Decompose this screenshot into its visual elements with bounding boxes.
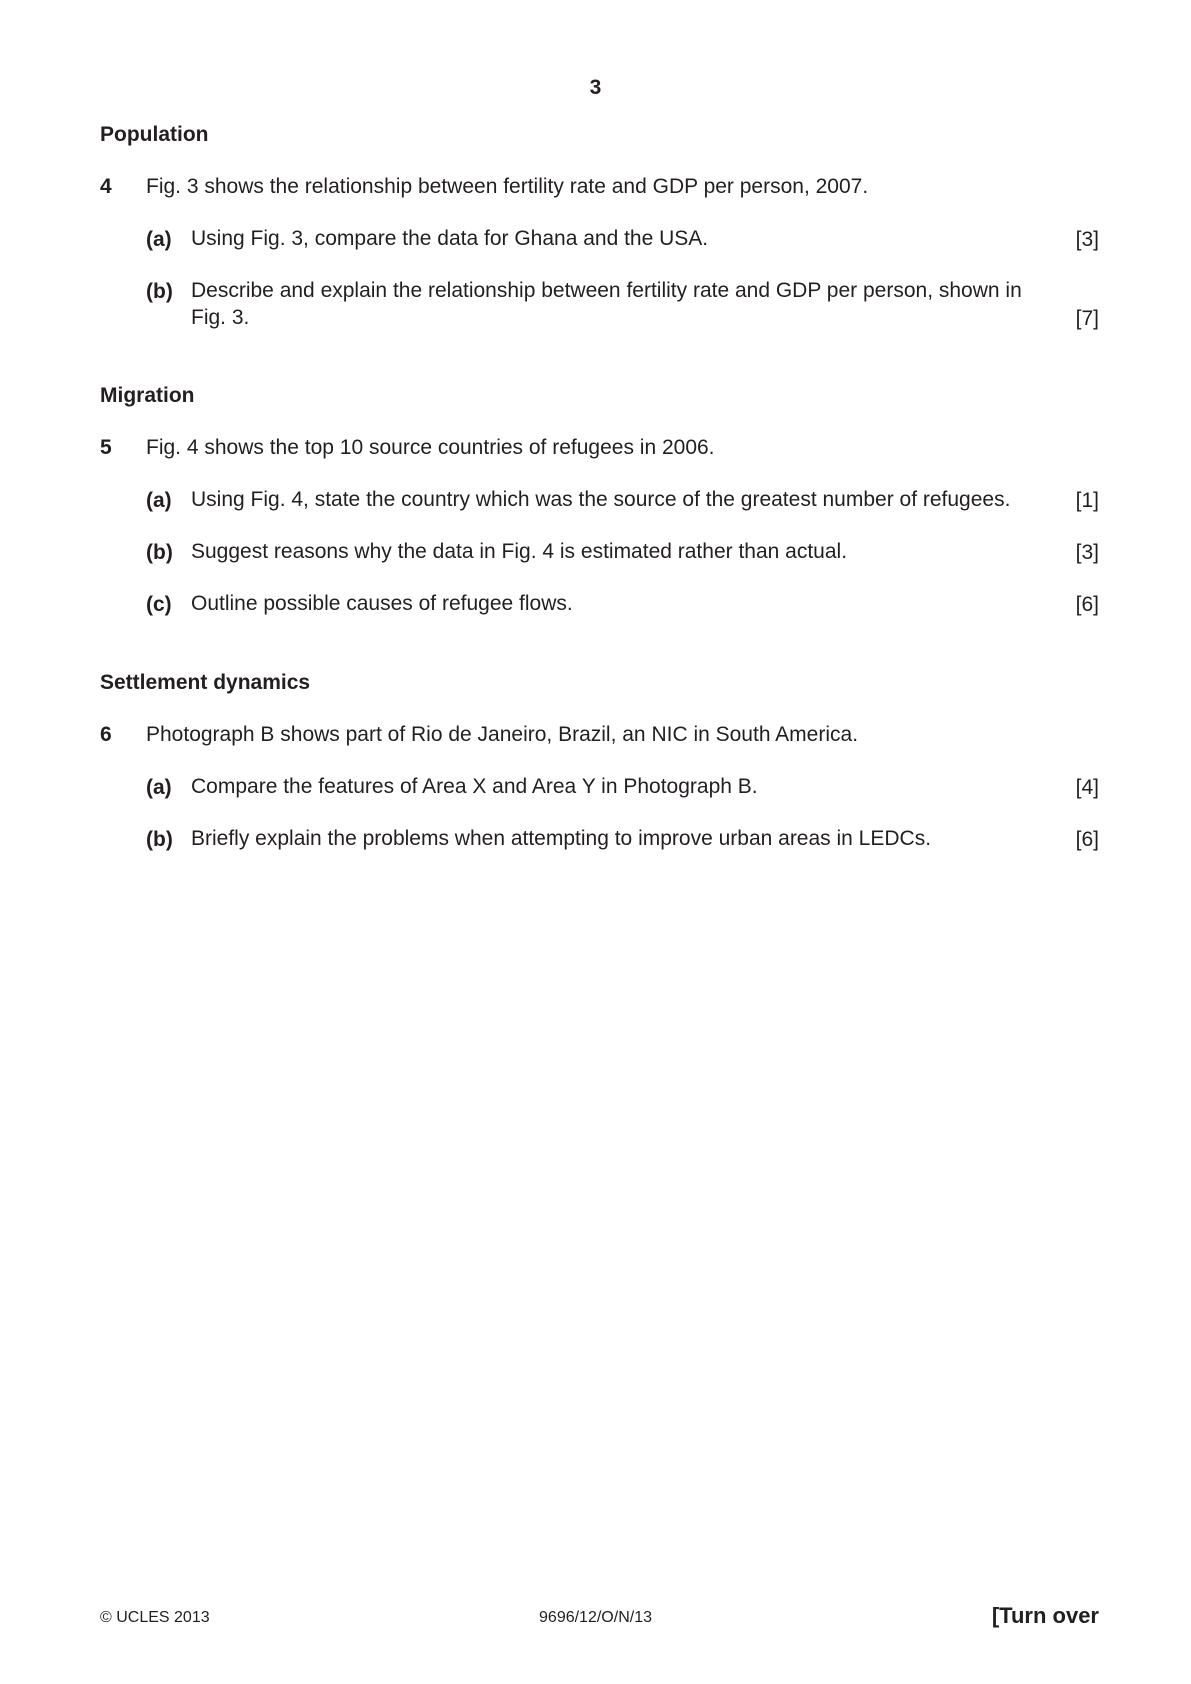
part-label: (c) [146,593,172,616]
section-heading-population: Population [100,123,209,146]
part-text: Using Fig. 3, compare the data for Ghana and the USA. [191,227,709,250]
footer-copyright: © UCLES 2013 [100,1609,210,1626]
marks: [6] [1075,593,1099,616]
marks: [7] [1075,307,1099,330]
question-stem: Photograph B shows part of Rio de Janeiro, Brazil, an NIC in South America. [146,723,859,746]
part-text: Compare the features of Area X and Area Y in Photograph B. [191,775,758,798]
marks: [4] [1075,776,1099,799]
page-number: 3 [589,76,602,99]
part-label: (a) [146,489,172,512]
section-heading-settlement-dynamics: Settlement dynamics [100,671,311,694]
part-text: Describe and explain the relationship between fertility rate and GDP per person, shown in [191,279,1022,302]
marks: [3] [1075,228,1099,251]
footer-paper-code: 9696/12/O/N/13 [539,1609,652,1626]
part-label: (a) [146,776,172,799]
question-stem: Fig. 4 shows the top 10 source countries of refugees in 2006. [146,436,715,459]
part-text: Using Fig. 4, state the country which was the source of the greatest number of refugees. [191,488,1011,511]
marks: [1] [1075,489,1099,512]
question-number: 5 [100,436,112,459]
question-number: 4 [100,175,112,198]
marks: [3] [1075,541,1099,564]
part-label: (b) [146,541,173,564]
section-heading-migration: Migration [100,384,195,407]
part-text: Outline possible causes of refugee flows. [191,592,573,615]
part-label: (b) [146,828,173,851]
part-label: (b) [146,280,173,303]
marks: [6] [1075,828,1099,851]
part-text: Briefly explain the problems when attempting to improve urban areas in LEDCs. [191,827,932,850]
footer-turn-over: [Turn over [991,1603,1099,1628]
part-label: (a) [146,228,172,251]
question-stem: Fig. 3 shows the relationship between fertility rate and GDP per person, 2007. [146,175,869,198]
part-text-continued: Fig. 3. [191,306,250,329]
part-text: Suggest reasons why the data in Fig. 4 is estimated rather than actual. [191,540,848,563]
question-number: 6 [100,723,112,746]
